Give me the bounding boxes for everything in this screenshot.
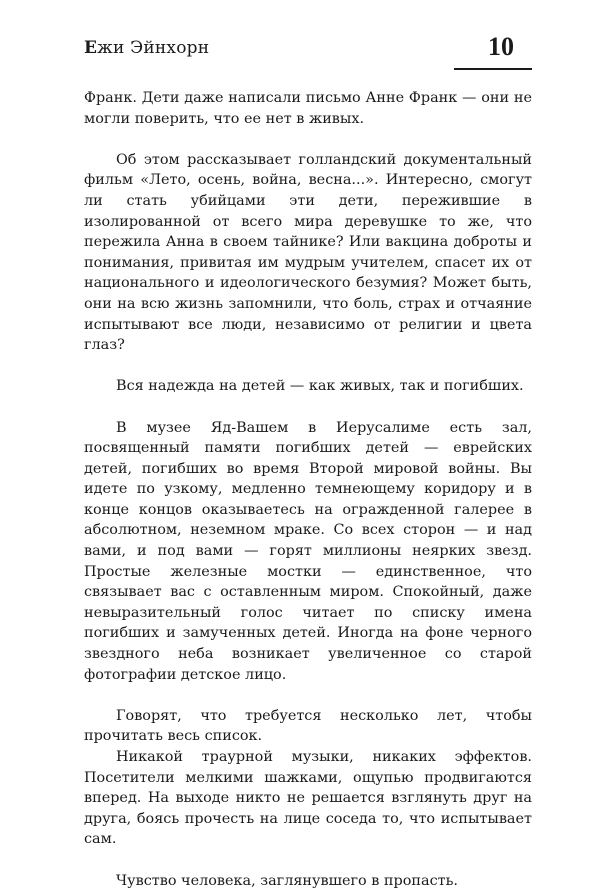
paragraph: Никакой траурной музыки, никаких эффектов. Посетители мелкими шажками, ощупью продвигаются вперед. На выходе никто не решается взглянуть друг на друга, боясь прочесть на лице соседа то, что испытывает сам. [84,749,532,848]
header-rule [454,68,532,70]
paragraph: Франк. Дети даже написали письмо Анне Франк — они не могли поверить, что ее нет в живых. [84,90,532,127]
paragraph: Говорят, что требуется несколько лет, чтобы прочитать весь список. [84,707,532,745]
running-head [84,38,209,58]
paragraph: Вся надежда на детей — как живых, так и погибших. [116,378,524,395]
running-head-initial: Е [84,38,98,58]
paragraph: Чувство человека, заглянувшего в пропасть. [116,872,458,889]
page-header [84,32,532,70]
running-head-author: жи Эйнхорн [97,38,210,58]
paragraph: Об этом рассказывает голландский документальный фильм «Лето, осень, война, весна...». Интересно, смогут ли стать убийцами эти дети, пережившие в изолированной от всего мира деревушке то же, что пережила Анна в своем тайнике? Или вакцина доброты и понимания, привитая им мудрым учителем, спасет их от национального и идеологического безумия? Может быть, они на всю жизнь запомнили, что боль, страх и отчаяние испытывают все люди, независимо от религии и цвета глаз? [84,151,532,354]
page-body [84,88,532,891]
page-number: 10 [488,32,514,61]
paragraph: В музее Яд-Вашем в Иерусалиме есть зал, посвященный памяти погибших детей — еврейских детей, погибших во время Второй мировой войны. Вы идете по узкому, медленно темнеющему коридору и в конце концов оказываетесь на огражденной галерее в абсолютном, неземном мраке. Со всех сторон — и над вами, и под вами — горят миллионы неярких звезд. Простые железные мостки — единственное, что связывает вас с оставленным миром. Спокойный, даже невыразительный голос читает по списку имена погибших и замученных детей. Иногда на фоне черного звездного неба возникает увеличенное со старой фотографии детское лицо. [84,419,532,683]
